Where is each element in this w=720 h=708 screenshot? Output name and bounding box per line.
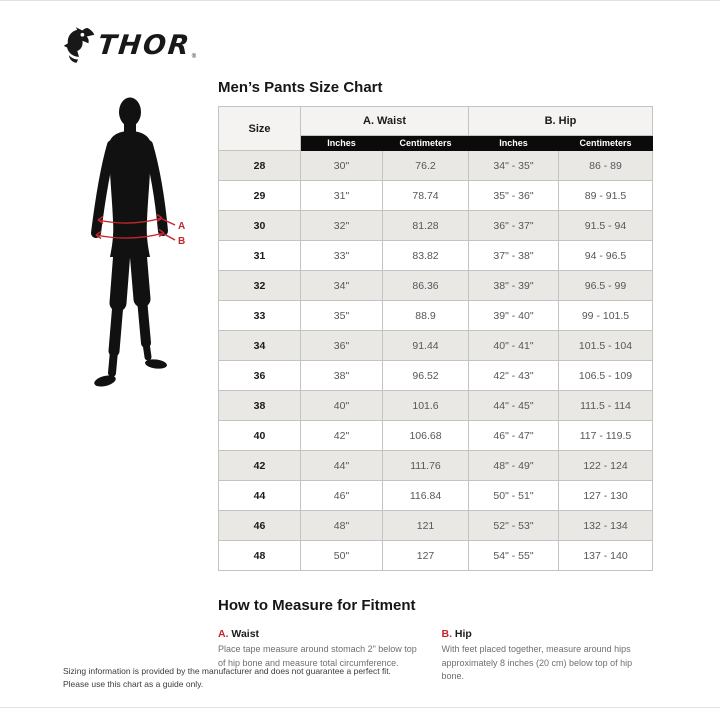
hip-cm-cell: 94 - 96.5 <box>559 241 653 271</box>
waist-in-cell: 35" <box>301 301 383 331</box>
size-cell: 42 <box>219 451 301 481</box>
hip-centimeters-header: Centimeters <box>559 136 653 151</box>
hip-cm-cell: 127 - 130 <box>559 481 653 511</box>
table-row <box>219 421 653 451</box>
body-silhouette-figure <box>86 93 204 393</box>
hip-in-cell: 37" - 38" <box>469 241 559 271</box>
hip-in-cell: 48" - 49" <box>469 451 559 481</box>
hip-cm-cell: 117 - 119.5 <box>559 421 653 451</box>
size-table <box>218 106 653 571</box>
hip-cm-cell: 89 - 91.5 <box>559 181 653 211</box>
hip-in-cell: 39" - 40" <box>469 301 559 331</box>
hip-in-cell: 50" - 51" <box>469 481 559 511</box>
hip-in-cell: 44" - 45" <box>469 391 559 421</box>
size-cell: 38 <box>219 391 301 421</box>
table-row <box>219 481 653 511</box>
page-title: Men’s Pants Size Chart <box>218 79 383 96</box>
waist-in-cell: 48" <box>301 511 383 541</box>
brand-logo <box>62 27 196 63</box>
hip-in-cell: 46" - 47" <box>469 421 559 451</box>
waist-in-cell: 50" <box>301 541 383 571</box>
brand-name: THOR <box>96 29 193 61</box>
hip-in-cell: 52" - 53" <box>469 511 559 541</box>
disclaimer-line-2: Please use this chart as a guide only. <box>63 679 204 690</box>
size-table-body <box>219 151 653 571</box>
size-cell: 46 <box>219 511 301 541</box>
waist-cm-cell: 86.36 <box>383 271 469 301</box>
measure-waist-name: Waist <box>231 628 260 640</box>
measure-hip-name: Hip <box>454 628 472 640</box>
table-row <box>219 541 653 571</box>
waist-cm-cell: 91.44 <box>383 331 469 361</box>
table-row <box>219 241 653 271</box>
waist-cm-cell: 96.52 <box>383 361 469 391</box>
waist-inches-header: Inches <box>301 136 383 151</box>
waist-cm-cell: 83.82 <box>383 241 469 271</box>
waist-in-cell: 32" <box>301 211 383 241</box>
measure-hip-key: B. <box>441 628 452 640</box>
hip-in-cell: 34" - 35" <box>469 151 559 181</box>
hip-in-cell: 54" - 55" <box>469 541 559 571</box>
size-cell: 40 <box>219 421 301 451</box>
waist-group-header: A. Waist <box>301 107 469 136</box>
waist-in-cell: 42" <box>301 421 383 451</box>
hip-cm-cell: 91.5 - 94 <box>559 211 653 241</box>
size-cell: 30 <box>219 211 301 241</box>
measure-waist-text: Place tape measure around stomach 2" below top of hip bone and measure total circumference. <box>218 644 417 668</box>
waist-cm-cell: 78.74 <box>383 181 469 211</box>
hip-callout-label: B <box>178 236 186 247</box>
waist-cm-cell: 106.68 <box>383 421 469 451</box>
hip-in-cell: 38" - 39" <box>469 271 559 301</box>
main-content <box>218 79 654 684</box>
table-row <box>219 271 653 301</box>
hip-cm-cell: 101.5 - 104 <box>559 331 653 361</box>
waist-cm-cell: 76.2 <box>383 151 469 181</box>
waist-cm-cell: 121 <box>383 511 469 541</box>
table-row <box>219 151 653 181</box>
male-silhouette <box>93 98 167 389</box>
waist-cm-cell: 81.28 <box>383 211 469 241</box>
waist-cm-cell: 127 <box>383 541 469 571</box>
size-cell: 33 <box>219 301 301 331</box>
measure-hip-text: With feet placed together, measure around hips approximately 8 inches (20 cm) below top of hip bone. <box>441 644 633 681</box>
size-cell: 29 <box>219 181 301 211</box>
hip-cm-cell: 106.5 - 109 <box>559 361 653 391</box>
size-column-header: Size <box>219 107 301 151</box>
hip-cm-cell: 99 - 101.5 <box>559 301 653 331</box>
table-row <box>219 181 653 211</box>
size-cell: 31 <box>219 241 301 271</box>
table-row <box>219 391 653 421</box>
hip-inches-header: Inches <box>469 136 559 151</box>
table-row <box>219 511 653 541</box>
hip-in-cell: 36" - 37" <box>469 211 559 241</box>
size-cell: 36 <box>219 361 301 391</box>
hip-in-cell: 42" - 43" <box>469 361 559 391</box>
waist-callout-label: A <box>178 221 186 232</box>
hip-cm-cell: 137 - 140 <box>559 541 653 571</box>
size-cell: 44 <box>219 481 301 511</box>
hip-in-cell: 35" - 36" <box>469 181 559 211</box>
waist-in-cell: 38" <box>301 361 383 391</box>
thor-helmet-icon <box>62 27 96 63</box>
waist-cm-cell: 88.9 <box>383 301 469 331</box>
table-row <box>219 211 653 241</box>
waist-in-cell: 31" <box>301 181 383 211</box>
table-row <box>219 331 653 361</box>
measure-waist-key: A. <box>218 628 229 640</box>
hip-cm-cell: 122 - 124 <box>559 451 653 481</box>
hip-cm-cell: 86 - 89 <box>559 151 653 181</box>
hip-cm-cell: 132 - 134 <box>559 511 653 541</box>
waist-in-cell: 34" <box>301 271 383 301</box>
measure-heading: How to Measure for Fitment <box>218 597 416 614</box>
waist-cm-cell: 116.84 <box>383 481 469 511</box>
waist-cm-cell: 111.76 <box>383 451 469 481</box>
waist-centimeters-header: Centimeters <box>383 136 469 151</box>
size-cell: 32 <box>219 271 301 301</box>
disclaimer <box>63 665 391 691</box>
size-cell: 28 <box>219 151 301 181</box>
hip-cm-cell: 111.5 - 114 <box>559 391 653 421</box>
waist-cm-cell: 101.6 <box>383 391 469 421</box>
table-row <box>219 451 653 481</box>
table-row <box>219 361 653 391</box>
registered-mark: ® <box>191 54 197 60</box>
waist-in-cell: 40" <box>301 391 383 421</box>
waist-in-cell: 46" <box>301 481 383 511</box>
table-row <box>219 301 653 331</box>
size-cell: 48 <box>219 541 301 571</box>
measure-item-hip <box>442 628 655 684</box>
size-cell: 34 <box>219 331 301 361</box>
disclaimer-line-1: Sizing information is provided by the manufacturer and does not guarantee a perfect fit. <box>63 666 391 676</box>
waist-in-cell: 44" <box>301 451 383 481</box>
waist-in-cell: 36" <box>301 331 383 361</box>
waist-in-cell: 33" <box>301 241 383 271</box>
hip-cm-cell: 96.5 - 99 <box>559 271 653 301</box>
hip-in-cell: 40" - 41" <box>469 331 559 361</box>
hip-group-header: B. Hip <box>469 107 653 136</box>
waist-in-cell: 30" <box>301 151 383 181</box>
